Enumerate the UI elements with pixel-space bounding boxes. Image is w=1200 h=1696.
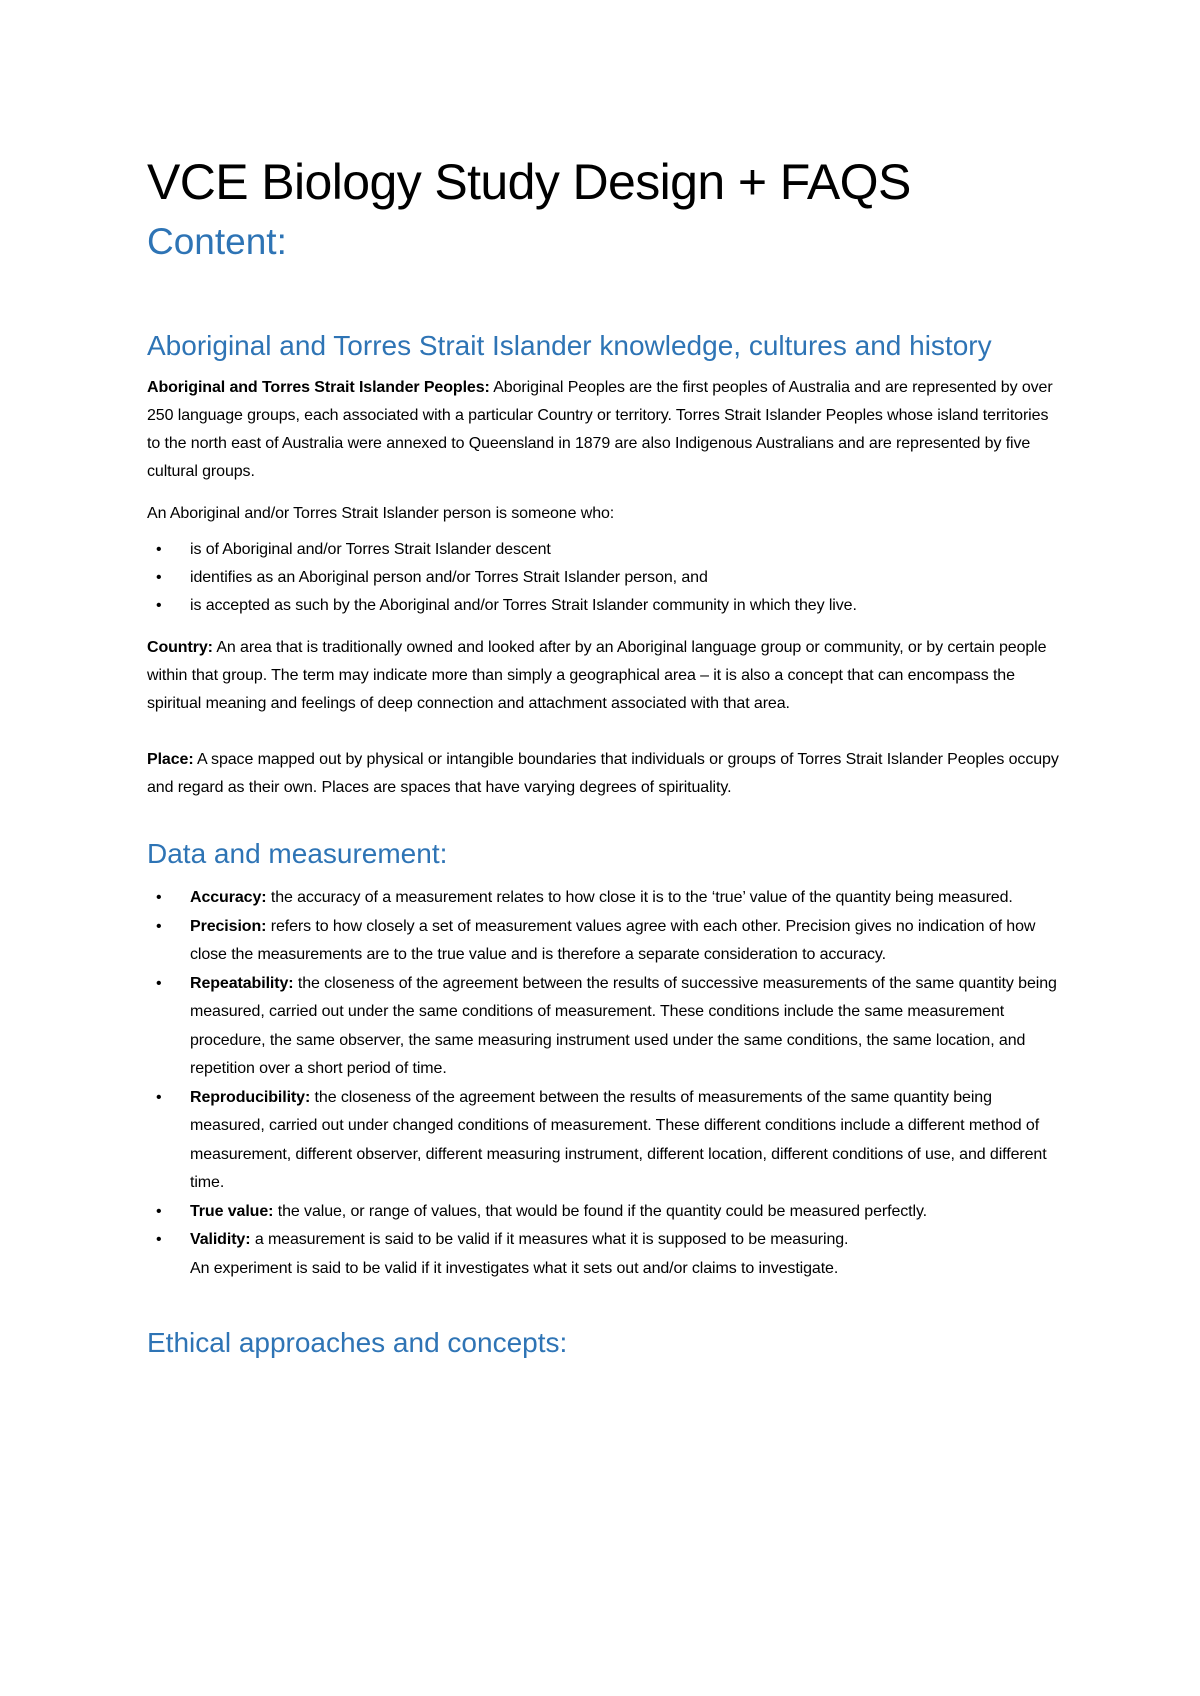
bullet-icon: • bbox=[156, 1231, 162, 1248]
place-paragraph bbox=[147, 746, 1059, 802]
document-content bbox=[147, 150, 1059, 1367]
list-item bbox=[147, 564, 1059, 592]
content-heading: Content: bbox=[147, 221, 287, 262]
bullet-icon: • bbox=[156, 974, 162, 992]
document-title: VCE Biology Study Design + FAQS bbox=[147, 154, 911, 210]
term-label: Reproducibility: bbox=[190, 1088, 311, 1106]
bullet-icon: • bbox=[156, 597, 162, 614]
country-paragraph bbox=[147, 634, 1059, 718]
term-label: True value: bbox=[190, 1202, 274, 1220]
person-criteria-list bbox=[147, 536, 1059, 620]
peoples-text: Aboriginal Peoples are the first peoples of Australia and are represented by over 250 language groups, each associated with a particular Country or territory. Torres Strait Islander Peoples whose island territories to the north east of Australia were annexed to Queensland in 1879 are also Indigenous Australians and are represented by five cultural groups. bbox=[147, 379, 1053, 480]
term-label: Validity: bbox=[190, 1231, 251, 1248]
country-text: An area that is traditionally owned and looked after by an Aboriginal language group or community, or by certain people within that group. The term may indicate more than simply a geographical area – it is also a concept that can encompass the spiritual meaning and feelings of deep connection and attachment associated with that area. bbox=[147, 639, 1047, 712]
bullet-icon: • bbox=[156, 1088, 162, 1106]
list-item bbox=[147, 592, 1059, 620]
term-label: Precision: bbox=[190, 917, 267, 935]
section-heading-ethical: Ethical approaches and concepts: bbox=[147, 1327, 568, 1358]
measurement-terms-list bbox=[147, 884, 1059, 1283]
list-item-text: is of Aboriginal and/or Torres Strait Islander descent bbox=[190, 541, 551, 558]
peoples-paragraph bbox=[147, 374, 1059, 486]
term-definition: refers to how closely a set of measurement values agree with each other. Precision gives no indication of how close the measurements are to the true value and is therefore a separate consideration to accuracy. bbox=[190, 917, 1036, 963]
term-label: Repeatability: bbox=[190, 974, 294, 992]
place-term: Place: bbox=[147, 751, 194, 768]
term-definition: the closeness of the agreement between the results of successive measurements of the same quantity being measured, carried out under the same conditions of measurement. These conditions include the same measurement procedure, the same observer, the same measuring instrument used under the same conditions, the same location, and repetition over a short period of time. bbox=[190, 974, 1057, 1077]
section-heading-aboriginal: Aboriginal and Torres Strait Islander knowledge, cultures and history bbox=[147, 330, 992, 361]
bullet-icon: • bbox=[156, 541, 162, 558]
list-item bbox=[147, 913, 1059, 970]
list-item bbox=[147, 1084, 1059, 1198]
bullet-icon: • bbox=[156, 569, 162, 586]
term-definition: the closeness of the agreement between the results of measurements of the same quantity being measured, carried out under changed conditions of measurement. These different conditions include a different method of measurement, different observer, different measuring instrument, different location, different conditions of use, and different time. bbox=[190, 1088, 1047, 1191]
list-item bbox=[147, 884, 1059, 913]
place-text: A space mapped out by physical or intangible boundaries that individuals or groups of Torres Strait Islander Peoples occupy and regard as their own. Places are spaces that have varying degrees of spirituality. bbox=[147, 751, 1059, 796]
term-definition: the value, or range of values, that would be found if the quantity could be measured perfectly. bbox=[277, 1202, 928, 1220]
bullet-icon: • bbox=[156, 889, 162, 906]
term-definition: a measurement is said to be valid if it measures what it is supposed to be measuring. bbox=[254, 1231, 849, 1248]
person-intro: An Aboriginal and/or Torres Strait Islander person is someone who: bbox=[147, 505, 615, 522]
list-item-text: is accepted as such by the Aboriginal and/or Torres Strait Islander community in which they live. bbox=[190, 597, 857, 614]
bullet-icon: • bbox=[156, 917, 162, 935]
list-item bbox=[147, 970, 1059, 1084]
term-continuation: An experiment is said to be valid if it investigates what it sets out and/or claims to investigate. bbox=[190, 1259, 839, 1277]
section-heading-data-measurement: Data and measurement: bbox=[147, 838, 448, 869]
bullet-icon: • bbox=[156, 1202, 162, 1220]
list-item bbox=[147, 1198, 1059, 1227]
list-item-text: identifies as an Aboriginal person and/or Torres Strait Islander person, and bbox=[190, 569, 708, 586]
list-item bbox=[147, 536, 1059, 564]
term-definition: the accuracy of a measurement relates to how close it is to the ‘true’ value of the quantity being measured. bbox=[270, 889, 1013, 906]
term-label: Accuracy: bbox=[190, 889, 267, 906]
list-item bbox=[147, 1226, 1059, 1283]
peoples-term: Aboriginal and Torres Strait Islander Peoples: bbox=[147, 379, 490, 396]
country-term: Country: bbox=[147, 639, 213, 656]
